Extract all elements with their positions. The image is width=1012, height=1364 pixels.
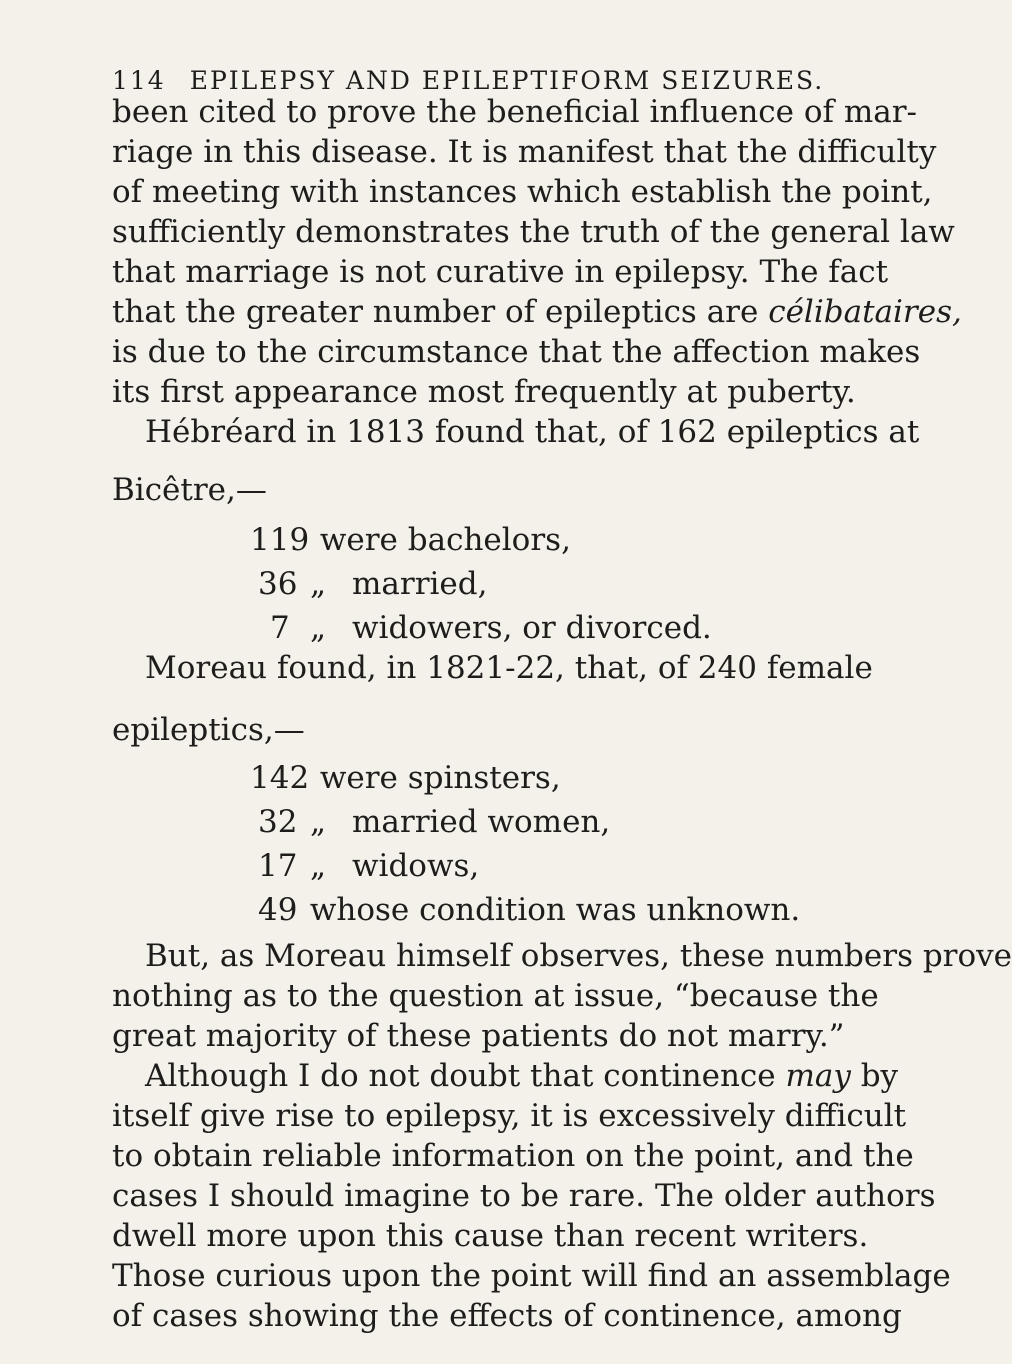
text-line: of meeting with instances which establish the point, xyxy=(112,174,933,210)
text-line: cases I should imagine to be rare. The older authors xyxy=(112,1178,936,1214)
text-line: is due to the circumstance that the affection makes xyxy=(112,334,921,370)
text-line: nothing as to the question at issue, “because the xyxy=(112,978,879,1014)
text-line: But, as Moreau himself observes, these numbers prove xyxy=(145,938,1012,974)
text-line: dwell more upon this cause than recent writers. xyxy=(112,1218,869,1254)
text-line: that marriage is not curative in epilepsy. The fact xyxy=(112,254,889,290)
text-line: itself give rise to epilepsy, it is excessively difficult xyxy=(112,1098,907,1134)
text-line: riage in this disease. It is manifest that the difficulty xyxy=(112,134,937,170)
list-item: 17 „ widows, xyxy=(258,848,480,884)
list-item: 49 whose condition was unknown. xyxy=(258,892,801,928)
text-line: its first appearance most frequently at puberty. xyxy=(112,374,856,410)
text-line: of cases showing the effects of continence, among xyxy=(112,1298,902,1334)
text-line: Moreau found, in 1821-22, that, of 240 female xyxy=(145,650,873,686)
text-line: been cited to prove the beneficial influence of mar- xyxy=(112,94,918,130)
list-item: 36 „ married, xyxy=(258,566,488,602)
text-line: Those curious upon the point will find an assemblage xyxy=(112,1258,951,1294)
list-item: 142 were spinsters, xyxy=(250,760,561,796)
epileptics-label: epileptics,— xyxy=(112,712,305,748)
text-line: to obtain reliable information on the point, and the xyxy=(112,1138,914,1174)
page-number: 114 xyxy=(112,66,166,95)
text-line: great majority of these patients do not marry.” xyxy=(112,1018,845,1054)
italic-term: may xyxy=(785,1058,851,1094)
italic-term: célibataires, xyxy=(768,294,962,330)
text-line: Although I do not doubt that continence may by xyxy=(145,1058,899,1094)
list-item: 7 „ widowers, or divorced. xyxy=(270,610,712,646)
bicetre-label: Bicêtre,— xyxy=(112,472,267,508)
list-item: 32 „ married women, xyxy=(258,804,611,840)
text-line: Hébréard in 1813 found that, of 162 epileptics at xyxy=(145,414,920,450)
text-line: sufficiently demonstrates the truth of the general law xyxy=(112,214,955,250)
running-title: EPILEPSY AND EPILEPTIFORM SEIZURES. xyxy=(189,66,825,95)
running-header xyxy=(112,66,825,95)
list-item: 119 were bachelors, xyxy=(250,522,571,558)
text-line: that the greater number of epileptics are célibataires, xyxy=(112,294,962,330)
